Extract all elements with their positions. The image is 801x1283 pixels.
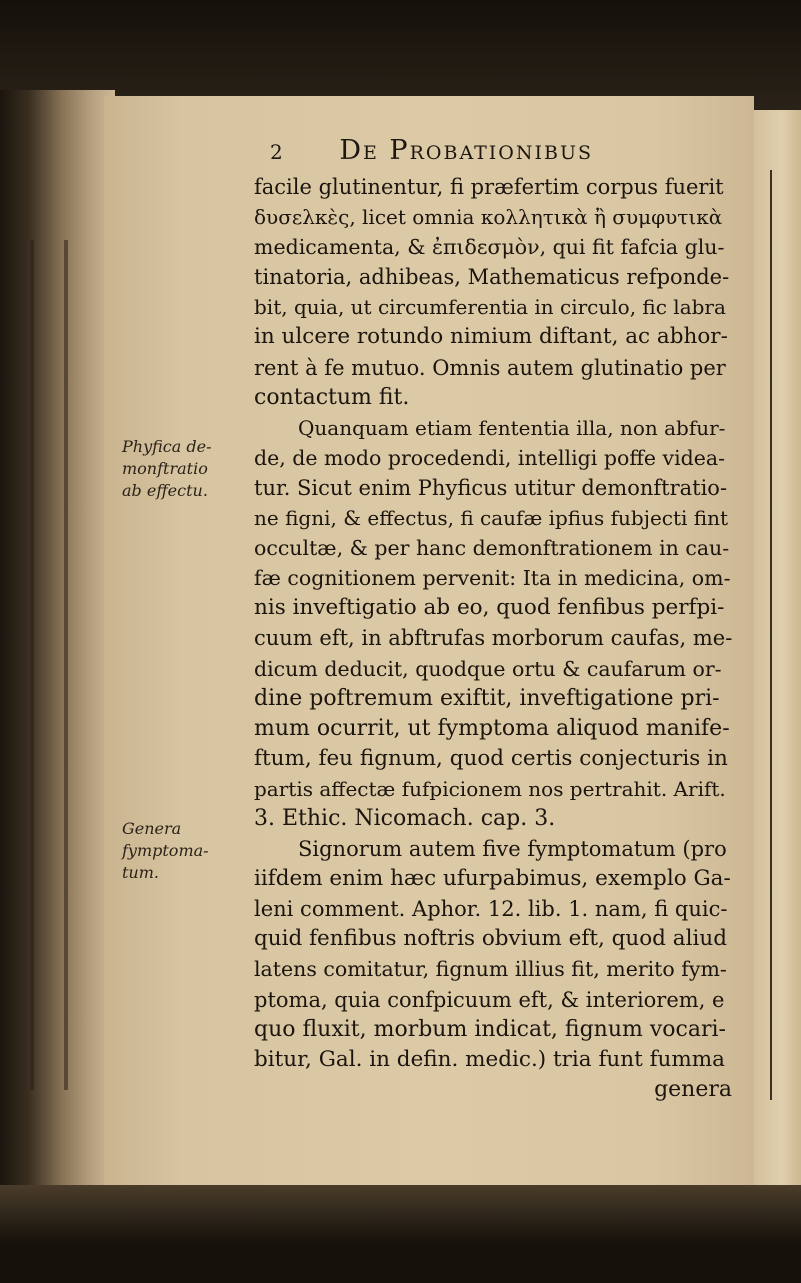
text-line: δυσελκὲς, licet omnia κολλητικὰ ἢ συμφυτικὰ xyxy=(254,205,723,230)
text-line: quid fenfibus noftris obvium eft, quod aliud xyxy=(254,926,727,952)
text-line: quo fluxit, morbum indicat, fignum vocari- xyxy=(254,1016,726,1042)
text-line: partis affectæ fufpicionem nos pertrahit. Arift. xyxy=(254,776,726,801)
margin-note-line: Phyfica de- xyxy=(122,437,212,456)
text-line: bitur, Gal. in defin. medic.) tria funt fumma xyxy=(254,1046,725,1072)
margin-note-line: monftratio xyxy=(122,459,208,478)
text-line: 3. Ethic. Nicomach. cap. 3. xyxy=(254,805,556,831)
binding-shadow xyxy=(64,240,68,1090)
text-line: latens comitatur, fignum illius fit, merito fym- xyxy=(254,957,727,982)
text-line: occultæ, & per hanc demonftrationem in cau- xyxy=(254,536,730,561)
text-line: ne figni, & effectus, fi caufæ ipfius fubjecti fint xyxy=(254,506,729,531)
margin-note-line: fymptoma- xyxy=(122,841,209,860)
text-line: fæ cognitionem pervenit: Ita in medicina, om- xyxy=(254,566,731,591)
text-line: leni comment. Aphor. 12. lib. 1. nam, fi quic- xyxy=(254,897,728,922)
margin-note-line: ab effectu. xyxy=(122,481,208,500)
page-header xyxy=(270,135,690,166)
facing-page-rule xyxy=(770,170,772,1100)
text-line: tur. Sicut enim Phyficus utitur demonftratio- xyxy=(254,475,728,500)
scan-bottom-edge xyxy=(0,1185,801,1283)
main-text-block xyxy=(254,172,732,1105)
margin-note-line: tum. xyxy=(122,863,159,882)
text-line: tinatoria, adhibeas, Mathematicus refponde- xyxy=(254,265,730,290)
binding-shadow xyxy=(30,240,34,1090)
text-line: nis inveftigatio ab eo, quod fenfibus perfpi- xyxy=(254,595,725,621)
text-line: cuum eft, in abftrufas morborum caufas, me- xyxy=(254,626,733,651)
text-line: genera xyxy=(654,1076,732,1102)
margin-note-physica xyxy=(122,436,211,502)
text-line: contactum fit. xyxy=(254,384,410,410)
text-line: de, de modo procedendi, intelligi poffe videa- xyxy=(254,445,726,470)
book-binding-gutter xyxy=(0,90,115,1190)
text-line: Signorum autem five fymptomatum (pro xyxy=(298,837,727,862)
scan-top-edge xyxy=(0,0,801,110)
text-line: ptoma, quia confpicuum eft, & interiorem, e xyxy=(254,987,725,1012)
text-line: bit, quia, ut circumferentia in circulo, fic labra xyxy=(254,295,726,320)
running-title: De Probationibus xyxy=(339,135,593,166)
text-line: ftum, feu fignum, quod certis conjecturis in xyxy=(254,745,728,771)
text-line: rent à fe mutuo. Omnis autem glutinatio per xyxy=(254,355,726,380)
text-line: mum ocurrit, ut fymptoma aliquod manife- xyxy=(254,715,730,741)
text-line: dicum deducit, quodque ortu & caufarum or- xyxy=(254,656,722,681)
text-line: medicamenta, & ἐπιδεσμὸν, qui fit fafcia glu- xyxy=(254,235,725,260)
margin-note-line: Genera xyxy=(122,819,182,838)
facing-page-edge xyxy=(754,110,801,1190)
margin-note-genera xyxy=(122,818,209,884)
page-number: 2 xyxy=(270,140,285,164)
text-line: facile glutinentur, fi præfertim corpus fuerit xyxy=(254,175,724,199)
text-line: Quanquam etiam fententia illa, non abfur- xyxy=(298,415,726,440)
text-line: iifdem enim hæc ufurpabimus, exemplo Ga- xyxy=(254,866,731,892)
text-line: in ulcere rotundo nimium diftant, ac abhor- xyxy=(254,324,728,350)
text-line: dine poftremum exiftit, inveftigatione pri- xyxy=(254,685,720,711)
